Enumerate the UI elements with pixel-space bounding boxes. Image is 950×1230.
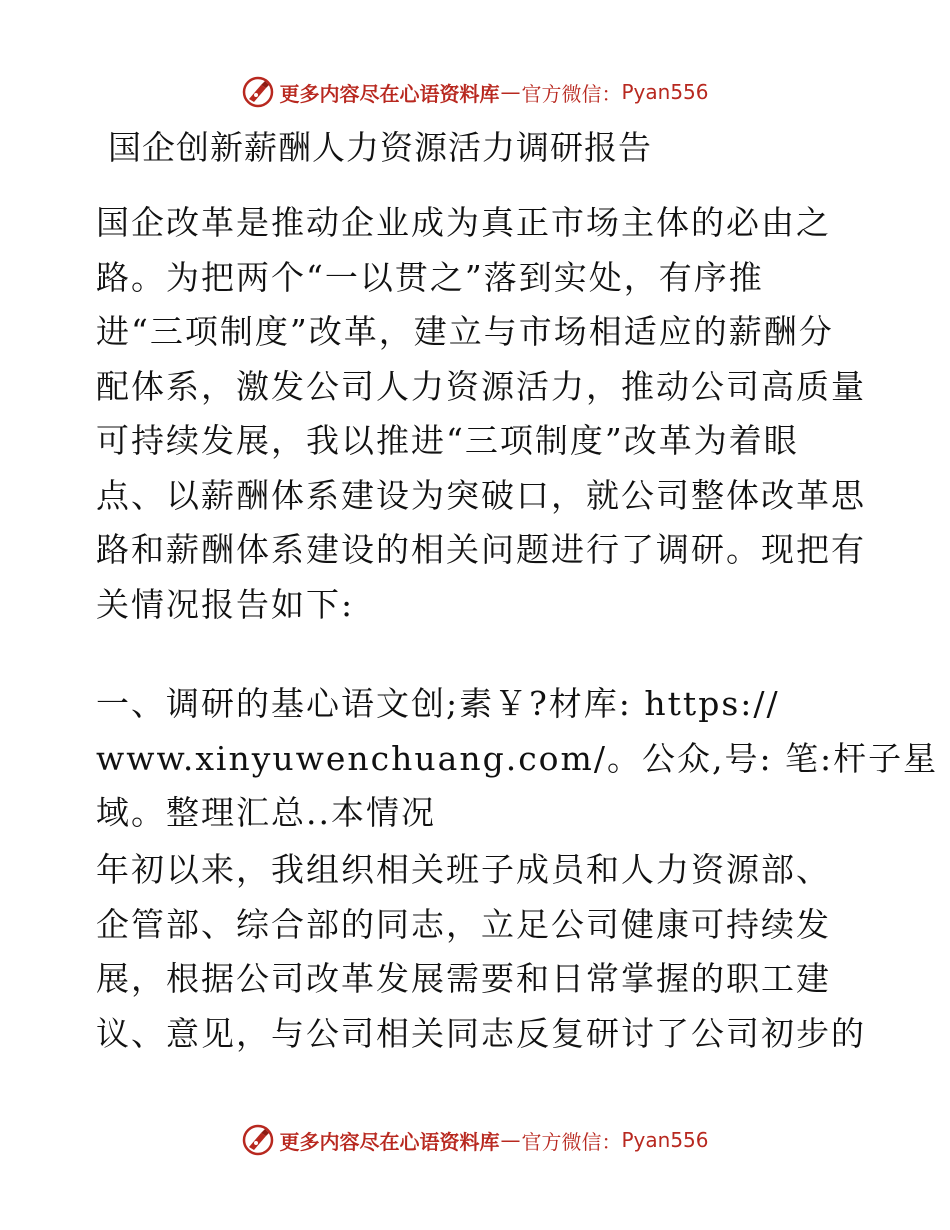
text-line: 议、意见，与公司相关同志反复研讨了公司初步的 — [96, 1013, 866, 1053]
text-line: 路。为把两个“一以贯之”落到实处，有序推 — [96, 257, 764, 297]
text-line: 点、以薪酬体系建设为突破口，就公司整体改革思 — [96, 475, 866, 515]
header-watermark-banner — [0, 70, 950, 114]
watermark-wechat-id: Pyan556 — [621, 80, 709, 104]
text-line: www.xinyuwenchuang.com/。公众,号: 笔:杆子星 — [96, 738, 939, 778]
text-line: 可持续发展，我以推进“三项制度”改革为着眼 — [96, 421, 799, 460]
watermark-wechat-id: Pyan556 — [621, 1128, 709, 1152]
text-line: 企管部、综合部的同志，立足公司健康可持续发 — [96, 904, 831, 944]
text-line: 域。整理汇总..本情况 — [96, 793, 436, 832]
footer-watermark-banner — [0, 1118, 950, 1162]
watermark-separator: — — [500, 80, 521, 104]
watermark-official-label: 官方微信： — [521, 1129, 622, 1154]
paragraph-intro — [96, 196, 866, 632]
text-line: 国企改革是推动企业成为真正市场主体的必由之 — [96, 203, 831, 242]
paragraph-section-heading — [96, 677, 939, 841]
text-line: 进“三项制度”改革，建立与市场相适应的薪酬分 — [96, 312, 834, 351]
text-line: 年初以来，我组织相关班子成员和人力资源部、 — [96, 850, 831, 889]
pen-nib-logo-icon — [241, 1123, 275, 1157]
watermark-brand-text: 更多内容尽在心语资料库 — [279, 81, 500, 106]
pen-nib-logo-icon — [241, 75, 275, 109]
text-line: 配体系，激发公司人力资源活力，推动公司高质量 — [96, 366, 866, 406]
watermark-separator: — — [500, 1128, 521, 1152]
text-line: 关情况报告如下: — [96, 584, 355, 624]
paragraph-body — [96, 843, 866, 1061]
text-line: 一、调研的基心语文创;素￥?材库: https:// — [96, 684, 780, 723]
watermark-brand-text: 更多内容尽在心语资料库 — [279, 1129, 500, 1154]
text-line: 展，根据公司改革发展需要和日常掌握的职工建 — [96, 959, 831, 998]
document-title: 国企创新薪酬人力资源活力调研报告 — [108, 128, 652, 167]
text-line: 路和薪酬体系建设的相关问题进行了调研。现把有 — [96, 530, 866, 569]
watermark-official-label: 官方微信： — [521, 81, 622, 106]
